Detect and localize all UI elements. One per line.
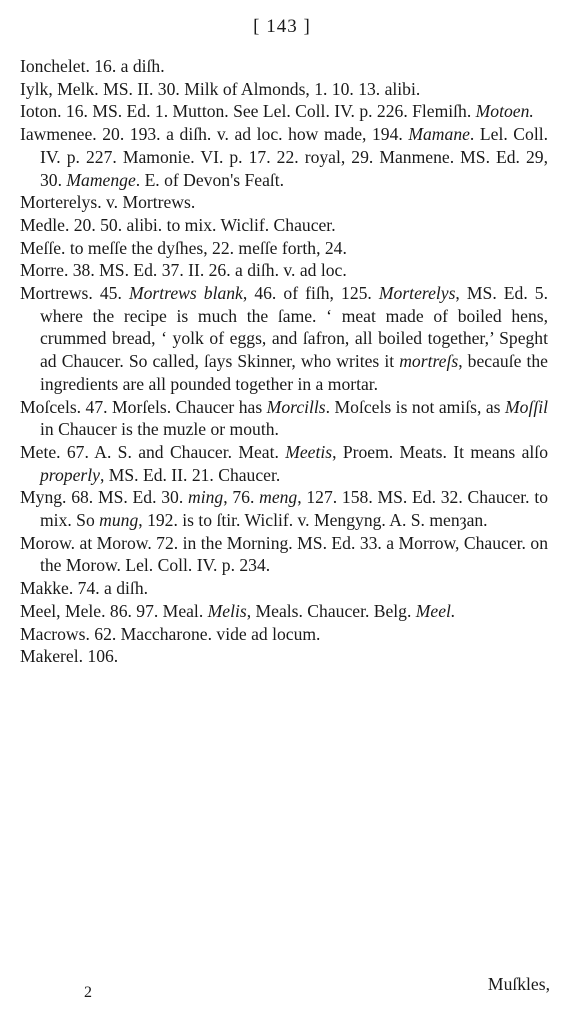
entry-italic-text: Mamane: [408, 124, 470, 145]
entry-text: , Proem. Meats. It means alſo: [332, 441, 548, 462]
entry-italic-text: mung: [99, 510, 139, 531]
entry-text: , 127. 158. MS. Ed. 32. Chaucer. to mix. So: [40, 487, 549, 531]
glossary-entry: [20, 577, 548, 600]
entry-text: Morterelys. v. Mortrews.: [20, 192, 196, 213]
entry-text: , 192. is to ſtir. Wiclif. v. Mengyng. A. S. menȝan.: [138, 510, 488, 531]
entry-italic-text: mortreſs: [399, 351, 459, 372]
entry-text: Iylk, Melk. MS. II. 30. Milk of Almonds, 1. 10. 13. alibi.: [20, 78, 421, 99]
entry-text: Meſſe. to meſſe the dyſhes, 22. meſſe forth, 24.: [20, 237, 347, 258]
entry-text: Moſcels. 47. Morſels. Chaucer has: [20, 396, 267, 417]
entry-italic-text: Meetis: [285, 441, 333, 462]
glossary-entry: [20, 645, 548, 668]
glossary-entry: [20, 396, 548, 441]
entry-text: Morow. at Morow. 72. in the Morning. MS. Ed. 33. a Morrow, Chaucer. on the Morow. Lel. Coll. IV. p. 234.: [20, 532, 548, 576]
entry-italic-text: Melis: [207, 600, 247, 621]
entry-text: , MS. Ed. 5. where the recipe is much the ſame. ‘ meat made of boiled hens, crummed bread, ‘ yolk of eggs, and ſafron, all boiled together,’ Speght ad Chaucer. So called, ſays Skinner, who writes it: [40, 283, 548, 372]
entry-text: , 76.: [223, 487, 260, 508]
entry-text: , 46. of fiſh, 125.: [242, 283, 379, 304]
glossary-entry: [20, 100, 548, 123]
entry-text: Mete. 67. A. S. and Chaucer. Meat.: [20, 441, 286, 462]
entry-text: Makerel. 106.: [20, 646, 119, 667]
glossary-entry: [20, 237, 548, 260]
entry-text: Iawmenee. 20. 193. a diſh. v. ad loc. how made, 194.: [20, 124, 409, 145]
entry-text: , MS. Ed. II. 21. Chaucer.: [99, 464, 281, 485]
entry-text: . Lel. Coll. IV. p. 227. Mamonie. VI. p. 17. 22. royal, 29. Manmene. MS. Ed. 29, 30.: [40, 124, 548, 190]
entry-text: Meel, Mele. 86. 97. Meal.: [20, 600, 208, 621]
entry-text: in Chaucer is the muzle or mouth.: [40, 419, 279, 440]
entry-italic-text: Mortrews blank: [128, 283, 243, 304]
glossary-entry: [20, 78, 548, 101]
page-number: [ 143 ]: [253, 16, 311, 37]
entry-italic-text: Morterelys: [378, 283, 456, 304]
glossary-entry: [20, 191, 548, 214]
entry-italic-text: Meel.: [415, 600, 456, 621]
entry-italic-text: Moſſil: [505, 396, 549, 417]
glossary-entry: [20, 214, 548, 237]
entry-text: Macrows. 62. Maccharone. vide ad locum.: [20, 623, 321, 644]
entry-text: Mortrews. 45.: [20, 283, 129, 304]
entry-italic-text: properly: [40, 464, 100, 485]
entry-text: Makke. 74. a diſh.: [20, 578, 149, 599]
glossary-entry: [20, 55, 548, 78]
glossary-entry: [20, 123, 548, 191]
entry-text: , Meals. Chaucer. Belg.: [246, 600, 416, 621]
entry-text: . E. of Devon's Feaſt.: [135, 169, 285, 190]
glossary-entry: [20, 486, 548, 531]
entry-text: Myng. 68. MS. Ed. 30.: [20, 487, 188, 508]
entry-text: Medle. 20. 50. alibi. to mix. Wiclif. Chaucer.: [20, 214, 336, 235]
glossary-entry: [20, 532, 548, 577]
entry-text: Ioton. 16. MS. Ed. 1. Mutton. See Lel. Coll. IV. p. 226. Flemiſh.: [20, 101, 476, 122]
signature-mark: 2: [84, 984, 92, 1001]
entry-text: Morre. 38. MS. Ed. 37. II. 26. a diſh. v. ad loc.: [20, 260, 347, 281]
entry-text: Ionchelet. 16. a diſh.: [20, 56, 165, 76]
entry-text: , becauſe the ingredients are all pounded together in a mortar.: [40, 351, 548, 394]
glossary-entry: [20, 282, 548, 396]
glossary-entries: [20, 55, 548, 668]
glossary-entry: [20, 259, 548, 282]
entry-italic-text: meng: [259, 487, 298, 508]
entry-italic-text: Mamenge: [66, 169, 136, 190]
entry-italic-text: Morcills: [266, 396, 326, 417]
entry-text: . Moſcels is not amiſs, as: [325, 396, 505, 417]
catchword: Muſkles,: [487, 974, 550, 994]
glossary-entry: [20, 600, 548, 623]
entry-italic-text: ming: [188, 487, 224, 508]
entry-italic-text: Motoen.: [475, 101, 534, 122]
glossary-entry: [20, 441, 548, 486]
glossary-entry: [20, 623, 548, 646]
